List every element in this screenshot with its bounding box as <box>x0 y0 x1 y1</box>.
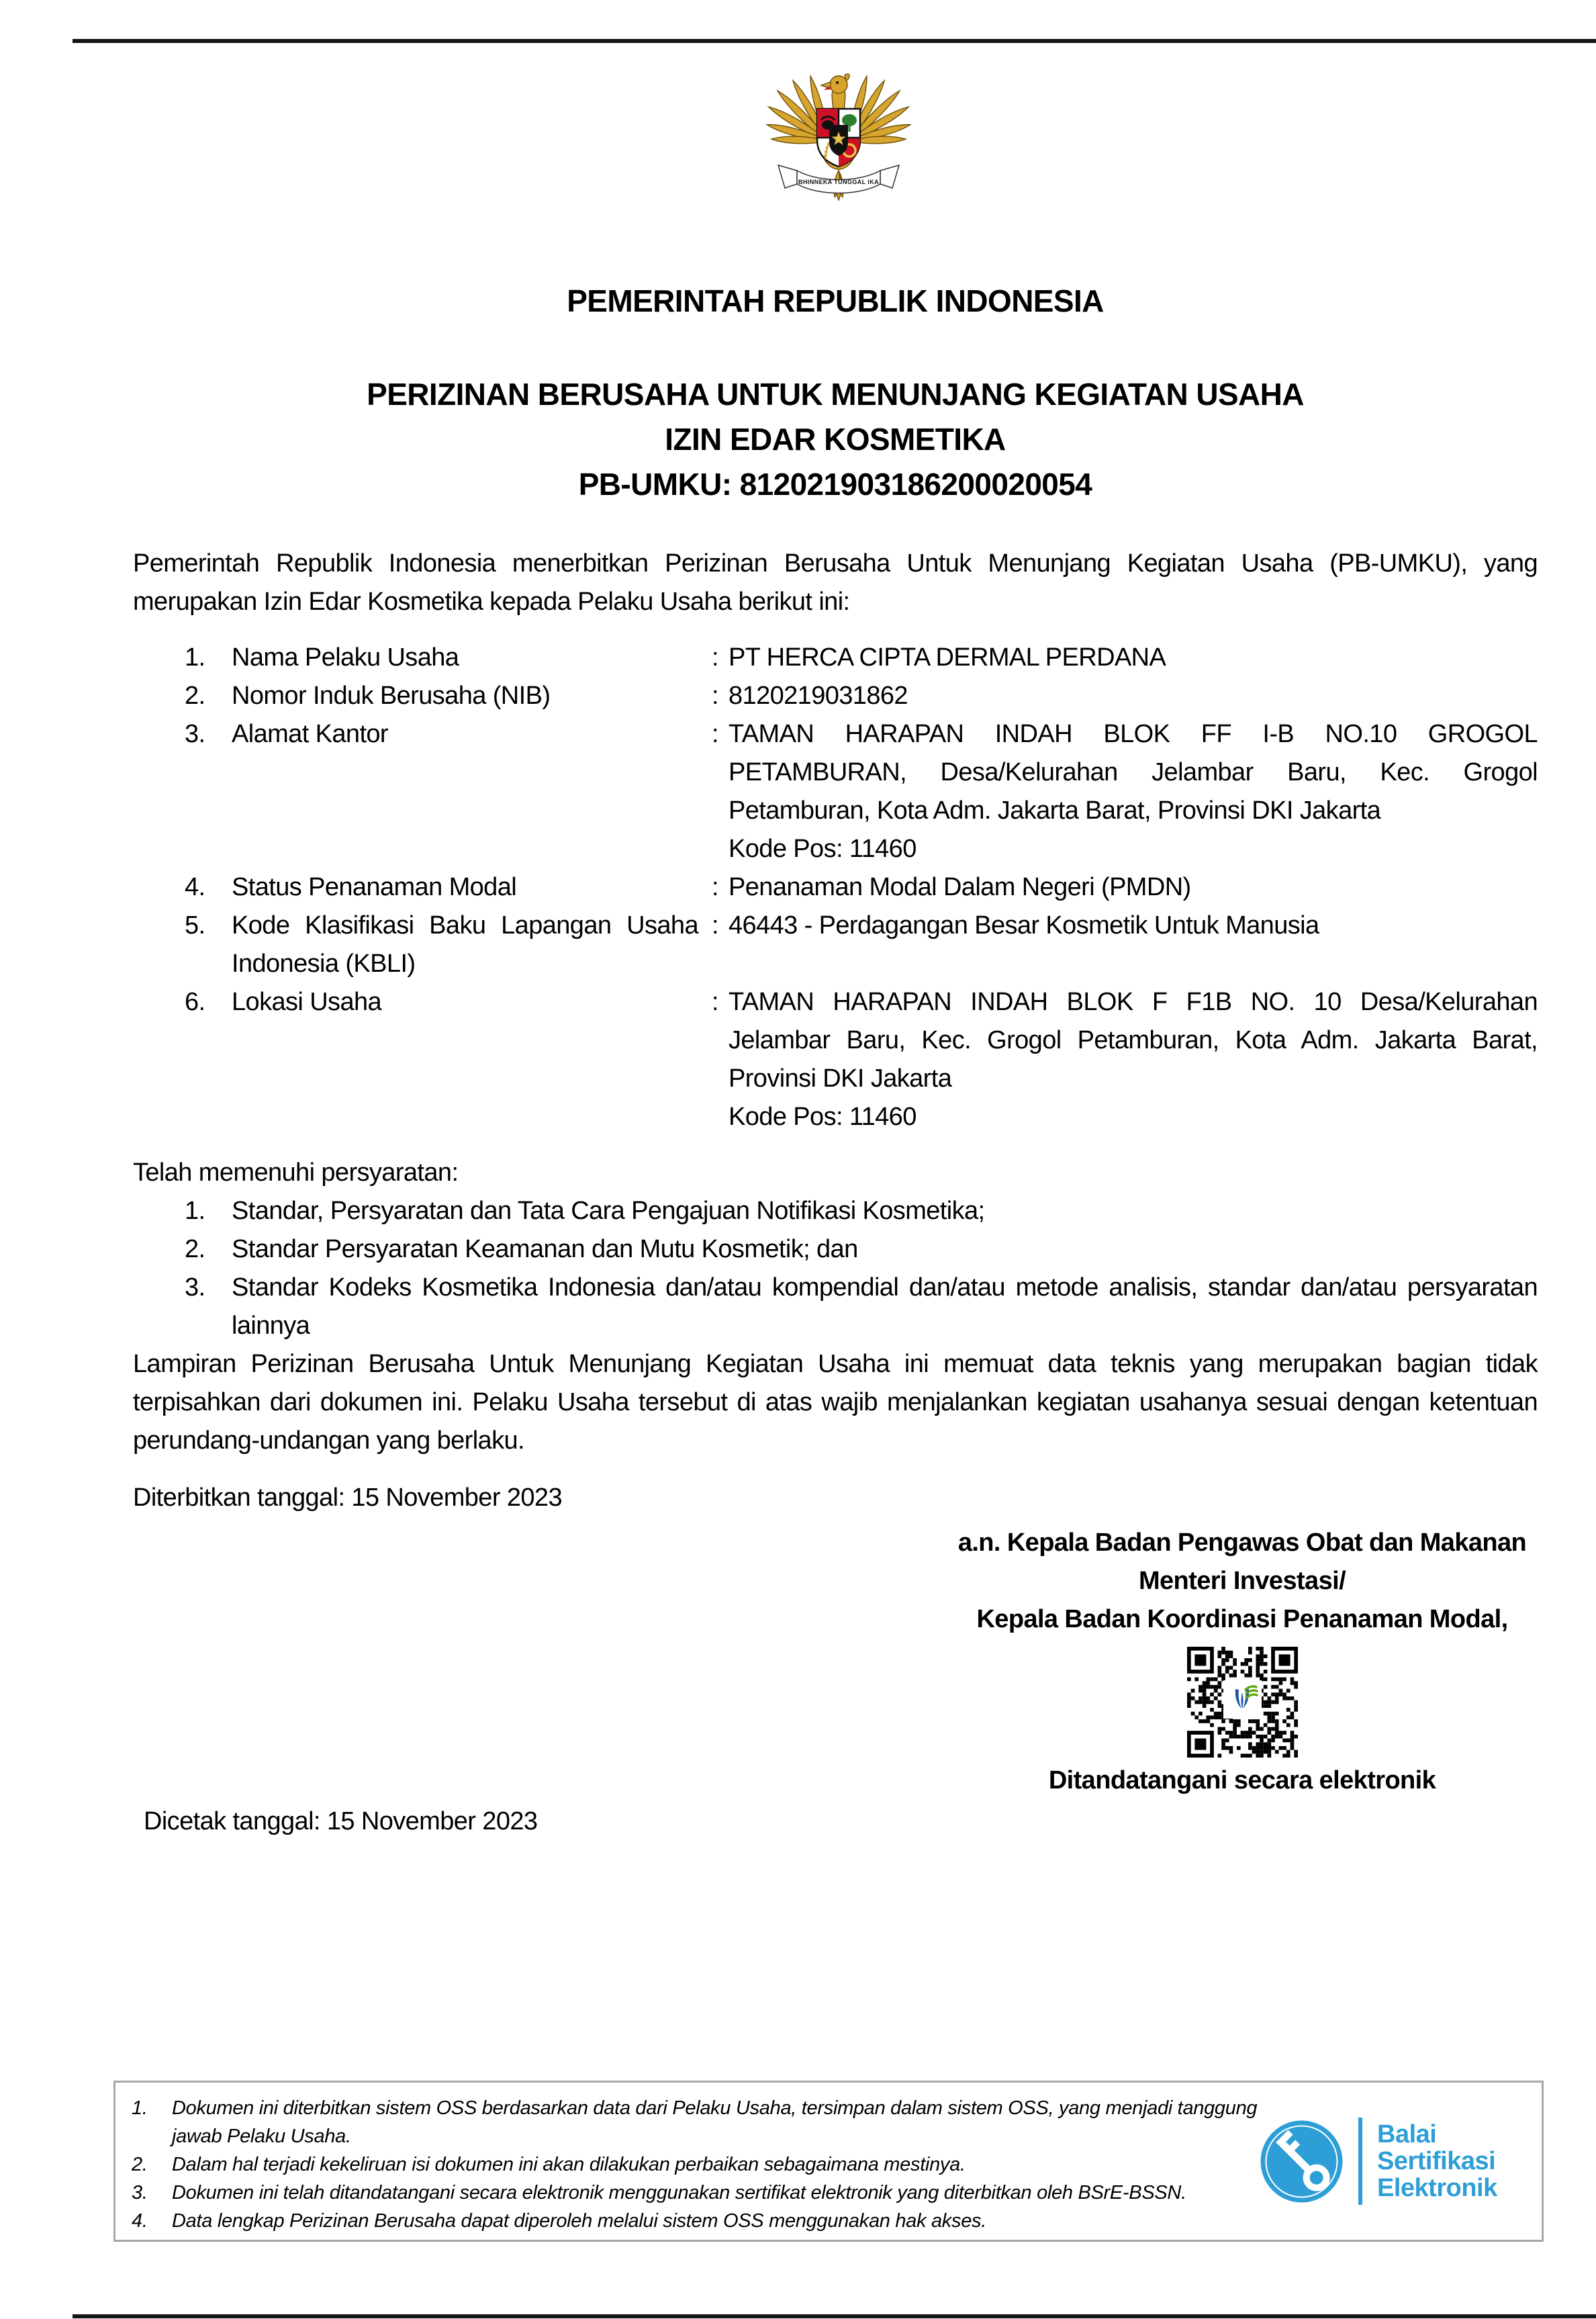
field-row-lokasi: 6. Lokasi Usaha : TAMAN HARAPAN INDAH BLOK F F1B NO. 10 Desa/Kelurahan Jelambar Baru, Kec. Grogol Petamburan, Kota Adm. Jakarta Barat, Provinsi DKI Jakarta Kode Pos: 11460 <box>133 983 1538 1136</box>
bottom-rule <box>73 2314 1596 2318</box>
field-row-kbli: 5. Kode Klasifikasi Baku Lapangan Usaha Indonesia (KBLI) : 46443 - Perdagangan Besar Kosmetik Untuk Manusia <box>185 911 1319 978</box>
issued-date: Diterbitkan tanggal: 15 November 2023 <box>133 1484 562 1512</box>
subtitle-line-3: PB-UMKU: 812021903186200020054 <box>578 467 1092 502</box>
lampiran-paragraph: Lampiran Perizinan Berusaha Untuk Menunjang Kegiatan Usaha ini memuat data teknis yang merupakan bagian tidak terpisahkan dari dokumen ini. Pelaku Usaha tersebut di atas wajib menjalankan kegiatan usahanya sesuai dengan ketentuan perundang-undangan yang berlaku. <box>133 1350 1538 1455</box>
page-title: PEMERINTAH REPUBLIK INDONESIA <box>567 283 1104 318</box>
kode-pos: Kode Pos: 11460 <box>729 1103 917 1131</box>
signature-block <box>947 1524 1538 1800</box>
field-row-nama: 1. Nama Pelaku Usaha : PT HERCA CIPTA DERMAL PERDANA <box>185 643 1166 672</box>
footer-note: 1. Dokumen ini diterbitkan sistem OSS berdasarkan data dari Pelaku Usaha, tersimpan dalam sistem OSS, yang menjadi tanggung jawab Pelaku Usaha. <box>132 2097 1258 2147</box>
footer-note: 2. Dalam hal terjadi kekeliruan isi dokumen ini akan dilakukan perbaikan sebagaimana mestinya. <box>132 2154 966 2175</box>
signature-line-3: Kepala Badan Koordinasi Penanaman Modal, <box>976 1605 1508 1633</box>
bkpm-logo-icon <box>1223 1680 1262 1719</box>
requirement-item: 2. Standar Persyaratan Keamanan dan Mutu Kosmetik; dan <box>185 1235 858 1263</box>
footer-disclaimer-box <box>113 2081 1544 2242</box>
bse-logo-text: Balai Sertifikasi Elektronik <box>1377 2120 1497 2202</box>
requirements-list <box>133 1192 1538 1345</box>
signature-caption: Ditandatangani secara elektronik <box>1048 1766 1436 1794</box>
kode-pos: Kode Pos: 11460 <box>729 835 917 863</box>
field-row-alamat: 3. Alamat Kantor : TAMAN HARAPAN INDAH BLOK FF I-B NO.10 GROGOL PETAMBURAN, Desa/Kelurahan Jelambar Baru, Kec. Grogol Petamburan, Kota Adm. Jakarta Barat, Provinsi DKI Jakarta Kode Pos: 11460 <box>133 715 1538 868</box>
document-body <box>133 0 1538 1841</box>
field-row-status-modal: 4. Status Penanaman Modal : Penanaman Modal Dalam Negeri (PMDN) <box>185 873 1191 901</box>
printed-date: Dicetak tanggal: 15 November 2023 <box>144 1807 538 1835</box>
requirement-item: 3. Standar Kodeks Kosmetika Indonesia dan/atau kompendial dan/atau metode analisis, standar dan/atau persyaratan lainnya <box>185 1273 1538 1340</box>
fields-list <box>133 639 1538 1136</box>
field-row-nib: 2. Nomor Induk Berusaha (NIB) : 8120219031862 <box>185 682 908 710</box>
requirement-item: 1. Standar, Persyaratan dan Tata Cara Pengajuan Notifikasi Kosmetika; <box>185 1197 985 1225</box>
bse-logo-divider <box>1358 2118 1362 2205</box>
bse-logo <box>1260 2118 1542 2205</box>
footer-note: 3. Dokumen ini telah ditandatangani secara elektronik menggunakan sertifikat elektronik yang diterbitkan oleh BSrE-BSSN. <box>132 2182 1186 2203</box>
footer-note: 4. Data lengkap Perizinan Berusaha dapat diperoleh melalui sistem OSS menggunakan hak akses. <box>132 2210 986 2232</box>
subtitle-line-2: IZIN EDAR KOSMETIKA <box>665 422 1006 457</box>
banner-text: BHINNEKA TUNGGAL IKA <box>798 179 879 185</box>
qr-code <box>1187 1647 1298 1758</box>
document-subtitle <box>133 372 1538 507</box>
footer-notes <box>115 2087 1260 2235</box>
signature-line-1: a.n. Kepala Badan Pengawas Obat dan Makanan <box>957 1529 1527 1557</box>
subtitle-line-1: PERIZINAN BERUSAHA UNTUK MENUNJANG KEGIATAN USAHA <box>367 377 1304 412</box>
signature-line-2: Menteri Investasi/ <box>1138 1567 1346 1595</box>
intro-paragraph: Pemerintah Republik Indonesia menerbitkan Perizinan Berusaha Untuk Menunjang Kegiatan Usaha (PB-UMKU), yang merupakan Izin Edar Kosmetika kepada Pelaku Usaha berikut ini: <box>133 549 1538 616</box>
bse-key-icon <box>1260 2120 1344 2203</box>
requirements-intro: Telah memenuhi persyaratan: <box>133 1158 459 1187</box>
